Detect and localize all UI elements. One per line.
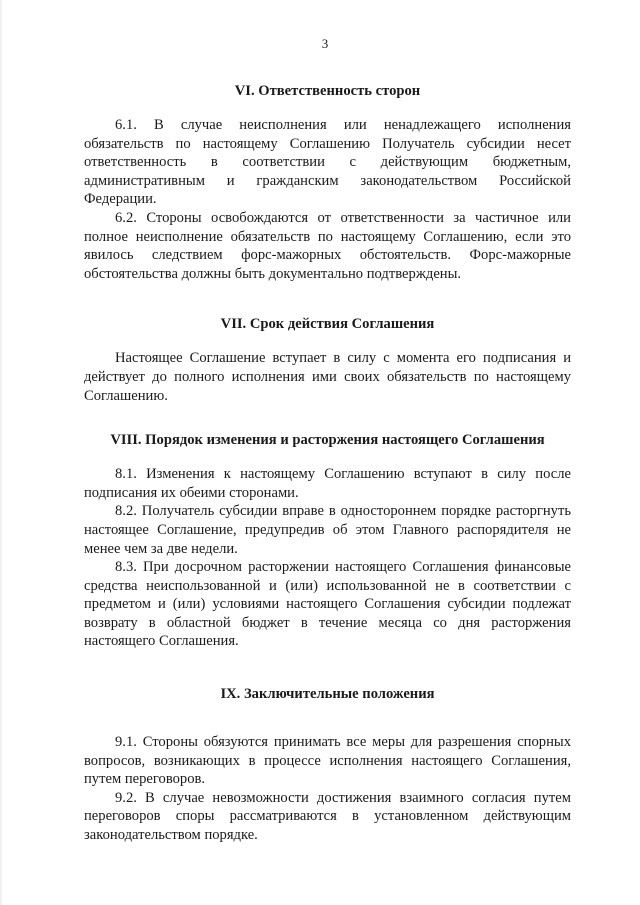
paragraph: Настоящее Соглашение вступает в силу с момента его подписания и действует до полного исполнения ими своих обязательств по настоящему Соглашению. bbox=[84, 350, 571, 404]
paragraph: 6.1. В случае неисполнения или ненадлежащего исполнения обязательств по настоящему Соглашению Получатель субсидии несет ответственность в соответствии с действующим бюджетным, административным и гражданским законодательством Российской Федерации. bbox=[84, 117, 571, 208]
section-title: VIII. Порядок изменения и расторжения настоящего Соглашения bbox=[110, 432, 545, 449]
section-title: VI. Ответственность сторон bbox=[234, 83, 421, 99]
paragraph: 9.1. Стороны обязуются принимать все меры для разрешения спорных вопросов, возникающих в процессе исполнения настоящего Соглашения, путем переговоров. bbox=[84, 734, 571, 788]
paragraph: 8.3. При досрочном расторжении настоящего Соглашения финансовые средства неиспользованной и (или) использованной не в соответствии с предметом и (или) условиями настоящего Соглашения субсидии подлежат возврату в областной бюджет в течение месяца со дня расторжения настоящего Соглашения. bbox=[84, 559, 571, 650]
paragraph: 9.2. В случае невозможности достижения взаимного согласия путем переговоров споры рассматриваются в установленном действующим законодательством порядке. bbox=[84, 789, 571, 844]
section-responsibility bbox=[84, 82, 571, 283]
page-number: 3 bbox=[321, 36, 329, 51]
paragraph: 8.2. Получатель субсидии вправе в одностороннем порядке расторгнуть настоящее Соглашение, предупредив об этом Главного распорядителя не менее чем за две недели. bbox=[84, 503, 571, 557]
section-title: VII. Срок действия Соглашения bbox=[220, 316, 435, 333]
paragraph: 8.1. Изменения к настоящему Соглашению вступают в силу после подписания их обеими сторонами. bbox=[84, 466, 571, 501]
section-term bbox=[84, 315, 571, 405]
section-final-provisions bbox=[84, 685, 571, 845]
paragraph: 6.2. Стороны освобождаются от ответственности за частичное или полное неисполнение обязательств по настоящему Соглашению, если это явилось следствием форс-мажорных обстоятельств. Форс-мажорные обстоятельства должны быть документально подтверждены. bbox=[84, 209, 571, 282]
document-body bbox=[84, 82, 571, 845]
section-title: IX. Заключительные положения bbox=[220, 686, 435, 703]
scan-edge-shadow bbox=[0, 0, 3, 905]
section-amendment-termination bbox=[84, 431, 571, 651]
